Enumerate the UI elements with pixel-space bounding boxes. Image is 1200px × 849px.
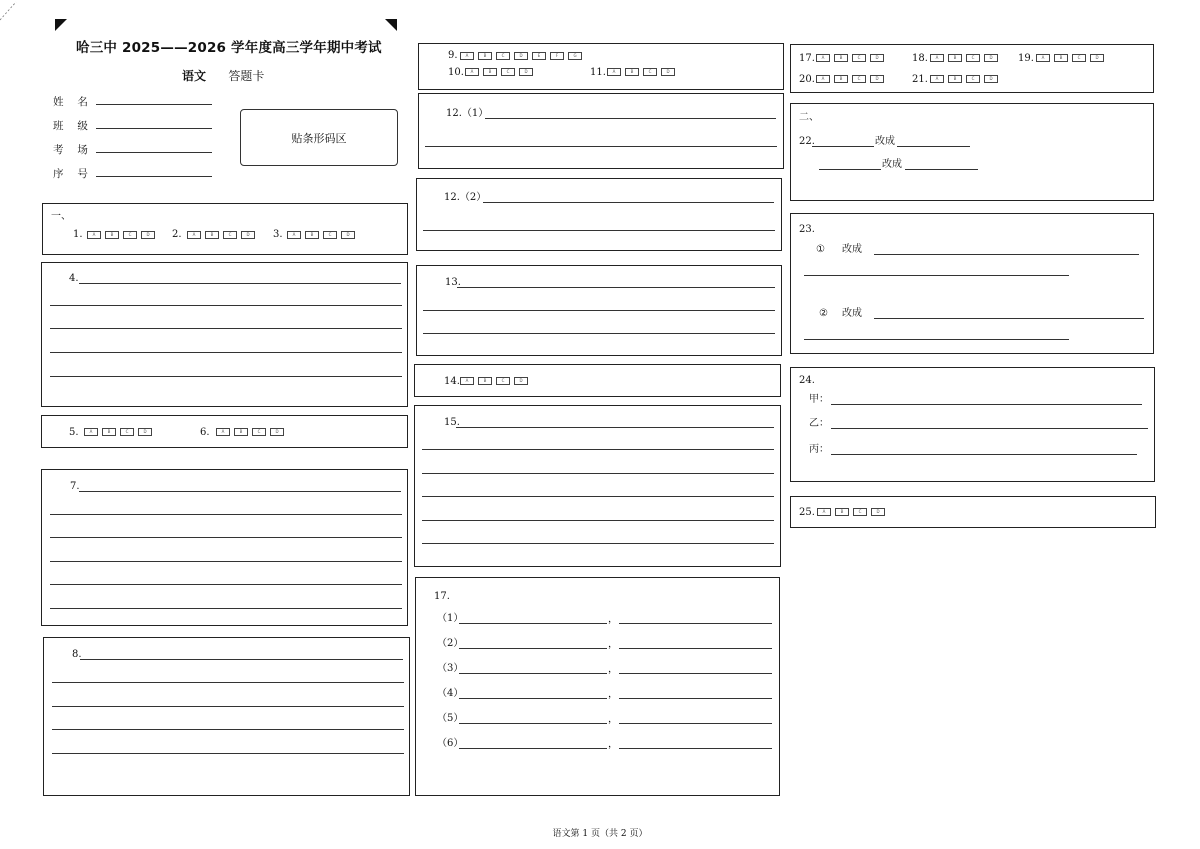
q5-options-bubble[interactable]: C [120,428,134,436]
q2-options[interactable] [187,231,255,239]
q11-options[interactable] [607,68,675,76]
q18-label: 18. [912,53,928,64]
q17-6-b[interactable] [619,748,772,749]
q6-label: 6. [200,427,210,438]
q14-options-bubble[interactable]: A [460,377,474,385]
q12-2-line-2[interactable] [423,230,775,231]
q4-line-2[interactable] [50,305,402,306]
q15-line-4[interactable] [422,496,774,497]
q9-options-bubble[interactable]: A [460,52,474,60]
q23-line-2[interactable] [804,275,1069,276]
q18-options-bubble[interactable]: C [966,54,980,62]
q3-options-bubble[interactable]: C [323,231,337,239]
q17-4-a[interactable] [459,698,607,699]
q10-options-bubble[interactable]: B [483,68,497,76]
q10-options[interactable] [465,68,533,76]
q8-label: 8. [72,649,82,660]
q12-1-line-1[interactable] [485,118,776,119]
q3-options-bubble[interactable]: A [287,231,301,239]
class-label: 班 级 [53,120,88,132]
box-q7 [41,469,408,626]
q21-options-bubble[interactable]: D [984,75,998,83]
q8-line-1[interactable] [80,659,403,660]
q8-line-4[interactable] [52,729,404,730]
room-label: 考 场 [53,144,88,156]
room-field[interactable] [96,152,212,153]
q10-label: 10. [448,67,464,78]
q17b-options-bubble[interactable]: A [816,54,830,62]
q17-5-a[interactable] [459,723,607,724]
q17-3-b[interactable] [619,673,772,674]
q19-options-bubble[interactable]: D [1090,54,1104,62]
box-q17-blanks [415,577,780,796]
q9-options-bubble[interactable]: C [496,52,510,60]
q17b-options-bubble[interactable]: D [870,54,884,62]
section-one-label: 一、 [51,211,71,222]
q17b-options-bubble[interactable]: C [852,54,866,62]
q22-label: 22. [799,136,815,147]
q21-options-bubble[interactable]: B [948,75,962,83]
box-q1-3 [42,203,408,255]
q7-line-4[interactable] [50,561,402,562]
box-q25 [790,496,1156,528]
q17-sep-3: ， [608,664,618,675]
q12-2-line-1[interactable] [483,202,774,203]
q17-item-4: （4） [437,688,464,699]
q3-options-bubble[interactable]: D [341,231,355,239]
q17-6-a[interactable] [459,748,607,749]
q23-line-4[interactable] [804,339,1069,340]
q4-line-5[interactable] [50,376,402,377]
q15-line-5[interactable] [422,520,774,521]
q6-options-bubble[interactable]: D [270,428,284,436]
q17b-options-bubble[interactable]: B [834,54,848,62]
card-name: 答题卡 [228,69,265,83]
q13-line-3[interactable] [423,333,775,334]
q15-line-3[interactable] [422,473,774,474]
q17b-options[interactable] [816,54,884,62]
q7-line-1[interactable] [79,491,401,492]
q17-sep-2: ， [608,639,618,650]
q5-options[interactable] [84,428,152,436]
q23-item-2: ② [819,308,828,319]
barcode-area [240,109,398,166]
q17-sep-1: ， [608,614,618,625]
q12-1-label: 12.（1） [446,108,489,119]
q2-options-bubble[interactable]: B [205,231,219,239]
q12-2-label: 12.（2） [444,192,487,203]
q14-options[interactable] [460,377,528,385]
barcode-label: 贴条形码区 [291,131,347,145]
subject-name: 语文 [182,69,207,83]
q8-line-3[interactable] [52,706,404,707]
q24-a-label: 甲： [809,394,829,405]
q19-options-bubble[interactable]: B [1054,54,1068,62]
q20-options-bubble[interactable]: C [852,75,866,83]
q8-line-2[interactable] [52,682,404,683]
q2-options-bubble[interactable]: C [223,231,237,239]
q13-line-1[interactable] [457,287,775,288]
q25-options-bubble[interactable]: D [871,508,885,516]
q25-options-bubble[interactable]: B [835,508,849,516]
box-q22 [790,103,1154,201]
q5-label: 5. [69,427,79,438]
q21-options-bubble[interactable]: A [930,75,944,83]
q4-line-1[interactable] [79,283,401,284]
q14-options-bubble[interactable]: B [478,377,492,385]
box-q8 [43,637,410,796]
q8-line-5[interactable] [52,753,404,754]
q25-label: 25. [799,507,815,518]
registration-mark-right [385,19,397,31]
q1-options-bubble[interactable]: B [105,231,119,239]
q19-options[interactable] [1036,54,1104,62]
q17b-label: 17. [799,53,815,64]
q4-line-4[interactable] [50,352,402,353]
q9-options-bubble[interactable]: B [478,52,492,60]
registration-mark-left [55,19,67,31]
q1-options-bubble[interactable]: A [87,231,101,239]
q23-change-1: 改成 [842,244,862,255]
q23-label: 23. [799,224,815,235]
q10-options-bubble[interactable]: A [465,68,479,76]
q7-line-2[interactable] [50,514,402,515]
box-q9-11 [418,43,784,90]
q17-2-a[interactable] [459,648,607,649]
q4-label: 4. [69,273,79,284]
q22-line-2[interactable] [897,146,970,147]
q6-options-bubble[interactable]: A [216,428,230,436]
q15-label: 15. [444,417,460,428]
q17-3-a[interactable] [459,673,607,674]
q24-c-label: 丙： [809,444,829,455]
class-field[interactable] [96,128,212,129]
q15-line-2[interactable] [422,449,774,450]
q14-options-bubble[interactable]: C [496,377,510,385]
q14-options-bubble[interactable]: D [514,377,528,385]
q17-5-b[interactable] [619,723,772,724]
q24-c-line[interactable] [831,454,1137,455]
q9-options-bubble[interactable]: E [532,52,546,60]
q7-line-3[interactable] [50,537,402,538]
q15-line-6[interactable] [422,543,774,544]
q22-line-3[interactable] [819,169,881,170]
q11-options-bubble[interactable]: B [625,68,639,76]
q24-a-line[interactable] [831,404,1142,405]
box-q13 [416,265,782,356]
q22-change-1: 改成 [875,136,895,147]
box-q15 [414,405,781,567]
q23-item-1: ① [816,244,825,255]
q23-line-3[interactable] [874,318,1144,319]
q7-line-5[interactable] [50,584,402,585]
q17-label: 17. [434,591,450,602]
box-q12-1 [418,93,784,169]
q2-label: 2. [172,229,182,240]
q20-options-bubble[interactable]: A [816,75,830,83]
q7-label: 7. [70,481,80,492]
q1-options[interactable] [87,231,155,239]
q21-options[interactable] [930,75,998,83]
q10-options-bubble[interactable]: D [519,68,533,76]
q20-options[interactable] [816,75,884,83]
q2-options-bubble[interactable]: D [241,231,255,239]
q17-1-b[interactable] [619,623,772,624]
q17-item-3: （3） [437,663,464,674]
q14-label: 14. [444,376,460,387]
q9-options-bubble[interactable]: F [550,52,564,60]
q18-options-bubble[interactable]: D [984,54,998,62]
exam-title: 哈三中 2025——2026 学年度高三学年期中考试 [76,40,382,56]
q17-sep-6: ， [608,739,618,750]
q22-change-2: 改成 [882,159,902,170]
q9-options[interactable] [460,52,582,60]
q12-1-line-2[interactable] [425,146,777,147]
q25-options-bubble[interactable]: A [817,508,831,516]
q11-label: 11. [590,67,606,78]
q21-options-bubble[interactable]: C [966,75,980,83]
q18-options-bubble[interactable]: B [948,54,962,62]
q24-b-line[interactable] [831,428,1148,429]
q11-options-bubble[interactable]: D [661,68,675,76]
box-q23 [790,213,1154,354]
q5-options-bubble[interactable]: D [138,428,152,436]
q19-options-bubble[interactable]: A [1036,54,1050,62]
q3-options-bubble[interactable]: B [305,231,319,239]
q6-options-bubble[interactable]: C [252,428,266,436]
q9-label: 9. [448,50,458,61]
q5-options-bubble[interactable]: A [84,428,98,436]
q10-options-bubble[interactable]: C [501,68,515,76]
box-q5-6 [41,415,408,448]
q20-options-bubble[interactable]: D [870,75,884,83]
q21-label: 21. [912,74,928,85]
q25-options[interactable] [817,508,885,516]
q22-line-4[interactable] [905,169,978,170]
q2-options-bubble[interactable]: A [187,231,201,239]
q20-options-bubble[interactable]: B [834,75,848,83]
q17-1-a[interactable] [459,623,607,624]
q3-options[interactable] [287,231,355,239]
q23-line-1[interactable] [874,254,1139,255]
q9-options-bubble[interactable]: G [568,52,582,60]
q23-change-2: 改成 [842,308,862,319]
q11-options-bubble[interactable]: A [607,68,621,76]
name-label: 姓 名 [53,96,88,108]
q17-item-1: （1） [437,613,464,624]
q1-options-bubble[interactable]: C [123,231,137,239]
q18-options[interactable] [930,54,998,62]
q20-label: 20. [799,74,815,85]
page-footer: 语文第 1 页（共 2 页） [552,829,648,839]
q1-options-bubble[interactable]: D [141,231,155,239]
q4-line-3[interactable] [50,328,402,329]
box-q12-2 [416,178,782,251]
seat-label: 序 号 [53,168,88,180]
q24-b-label: 乙： [809,418,829,429]
q6-options[interactable] [216,428,284,436]
q22-line-1[interactable] [812,146,874,147]
q13-line-2[interactable] [423,310,775,311]
q7-line-6[interactable] [50,608,402,609]
q18-options-bubble[interactable]: A [930,54,944,62]
q17-item-6: （6） [437,738,464,749]
card-subtitle [182,67,264,84]
q6-options-bubble[interactable]: B [234,428,248,436]
box-q14 [414,364,781,397]
q19-label: 19. [1018,53,1034,64]
q15-line-1[interactable] [456,427,774,428]
box-q17-21 [790,44,1154,93]
name-field[interactable] [96,104,212,105]
q19-options-bubble[interactable]: C [1072,54,1086,62]
q17-item-5: （5） [437,713,464,724]
q11-options-bubble[interactable]: C [643,68,657,76]
q13-label: 13. [445,277,461,288]
q17-sep-5: ， [608,714,618,725]
q3-label: 3. [273,229,283,240]
q17-sep-4: ， [608,689,618,700]
q9-options-bubble[interactable]: D [514,52,528,60]
q1-label: 1. [73,229,83,240]
corner-crop-mark [0,0,20,22]
q25-options-bubble[interactable]: C [853,508,867,516]
box-q24 [790,367,1155,482]
seat-field[interactable] [96,176,212,177]
q24-label: 24. [799,375,815,386]
q17-2-b[interactable] [619,648,772,649]
q17-item-2: （2） [437,638,464,649]
box-q4 [41,262,408,407]
q5-options-bubble[interactable]: B [102,428,116,436]
section-two-label: 二、 [799,112,819,123]
q17-4-b[interactable] [619,698,772,699]
